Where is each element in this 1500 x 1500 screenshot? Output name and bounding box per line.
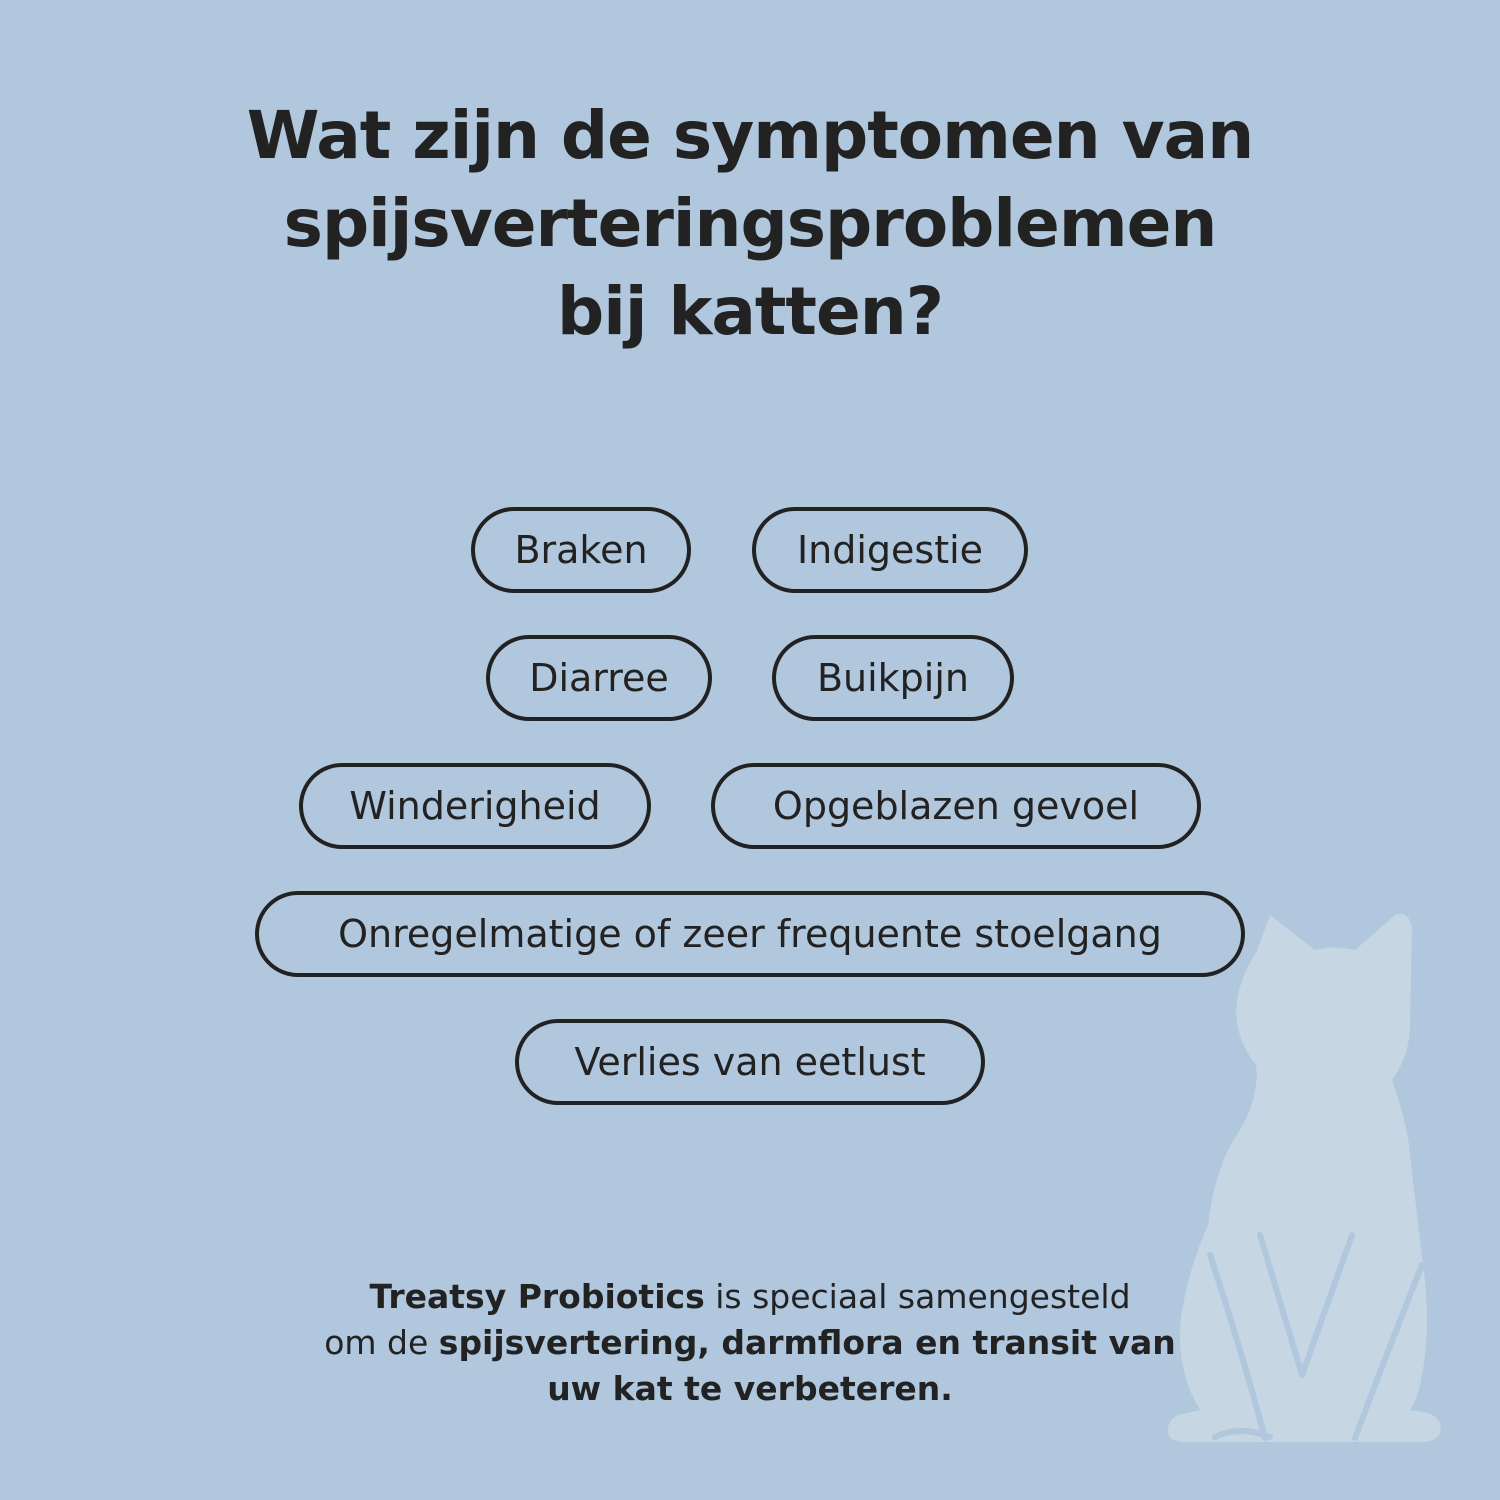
symptom-tag-diarree: Diarree — [486, 635, 712, 721]
footer-line-2 — [250, 1320, 1250, 1366]
symptom-tag-onregelmatige-stoelgang: Onregelmatige of zeer frequente stoelgang — [255, 891, 1245, 977]
footer-highlight-2: uw kat te verbeteren. — [547, 1369, 953, 1408]
symptom-tag-winderigheid: Winderigheid — [299, 763, 651, 849]
symptom-tag-braken: Braken — [471, 507, 691, 593]
symptom-tag-buikpijn: Buikpijn — [772, 635, 1014, 721]
title-line-1: Wat zijn de symptomen van — [246, 97, 1254, 174]
footer-text — [250, 1274, 1250, 1412]
symptom-tag-opgeblazen-gevoel: Opgeblazen gevoel — [711, 763, 1201, 849]
symptom-tag-indigestie: Indigestie — [752, 507, 1028, 593]
symptom-tag-verlies-van-eetlust: Verlies van eetlust — [515, 1019, 985, 1105]
title-line-2: spijsverteringsproblemen — [283, 185, 1217, 262]
footer-text-2: om de — [324, 1323, 439, 1362]
footer-highlight-1: spijsvertering, darmflora en transit van — [438, 1323, 1176, 1362]
footer-line-3 — [250, 1366, 1250, 1412]
footer-text-1: is speciaal samengesteld — [704, 1277, 1131, 1316]
brand-name: Treatsy Probiotics — [369, 1277, 705, 1316]
page-title — [150, 92, 1350, 356]
footer-line-1 — [250, 1274, 1250, 1320]
title-line-3: bij katten? — [556, 273, 944, 350]
